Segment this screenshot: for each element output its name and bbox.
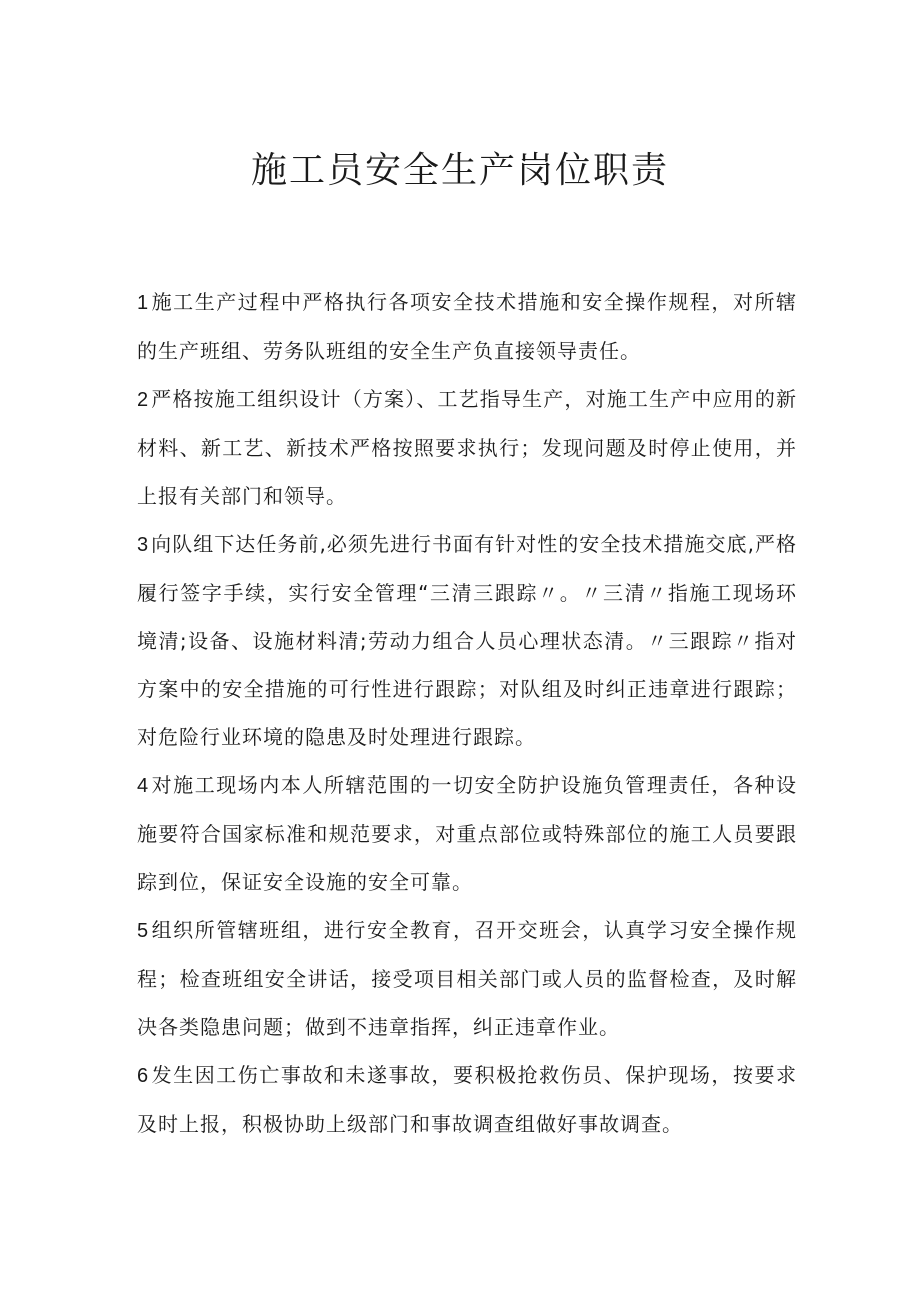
clause-text: 发生因工伤亡事故和未遂事故，要积极抢救伤员、保护现场，按要求及时上报，积极协助上级部门和事故调查组做好事故调查。 [137,1063,797,1136]
clause-item [137,1051,797,1148]
clause-number: 3 [137,534,150,556]
clause-item [137,520,797,761]
clause-number: 5 [137,920,150,942]
clause-number: 4 [137,775,150,797]
clause-number: 2 [137,389,150,411]
clause-text: 组织所管辖班组，进行安全教育，召开交班会，认真学习安全操作规程；检查班组安全讲话，接受项目相关部门或人员的监督检查，及时解决各类隐患问题；做到不违章指挥，纠正违章作业。 [137,918,797,1039]
clause-item [137,375,797,520]
clause-number: 6 [137,1065,150,1087]
clause-number: 1 [137,292,150,314]
clause-item [137,278,797,375]
clause-text: 向队组下达任务前,必须先进行书面有针对性的安全技术措施交底,严格履行签字手续，实行安全管理“三清三跟踪〃。〃三清〃指施工现场环境清;设备、设施材料清;劳动力组合人员心理状态清。〃三跟踪〃指对方案中的安全措施的可行性进行跟踪；对队组及时纠正违章进行跟踪；对危险行业环境的隐患及时处理进行跟踪。 [137,532,797,749]
document-title: 施工员安全生产岗位职责 [250,150,669,191]
clause-list [137,278,797,1148]
clause-item [137,906,797,1051]
clause-text: 施工生产过程中严格执行各项安全技术措施和安全操作规程，对所辖的生产班组、劳务队班组的安全生产负直接领导责任。 [137,290,797,363]
clause-item [137,761,797,906]
clause-text: 严格按施工组织设计（方案）、工艺指导生产，对施工生产中应用的新材料、新工艺、新技术严格按照要求执行；发现问题及时停止使用，并上报有关部门和领导。 [137,387,797,508]
clause-text: 对施工现场内本人所辖范围的一切安全防护设施负管理责任，各种设施要符合国家标准和规范要求，对重点部位或特殊部位的施工人员要跟踪到位，保证安全设施的安全可靠。 [137,773,797,894]
